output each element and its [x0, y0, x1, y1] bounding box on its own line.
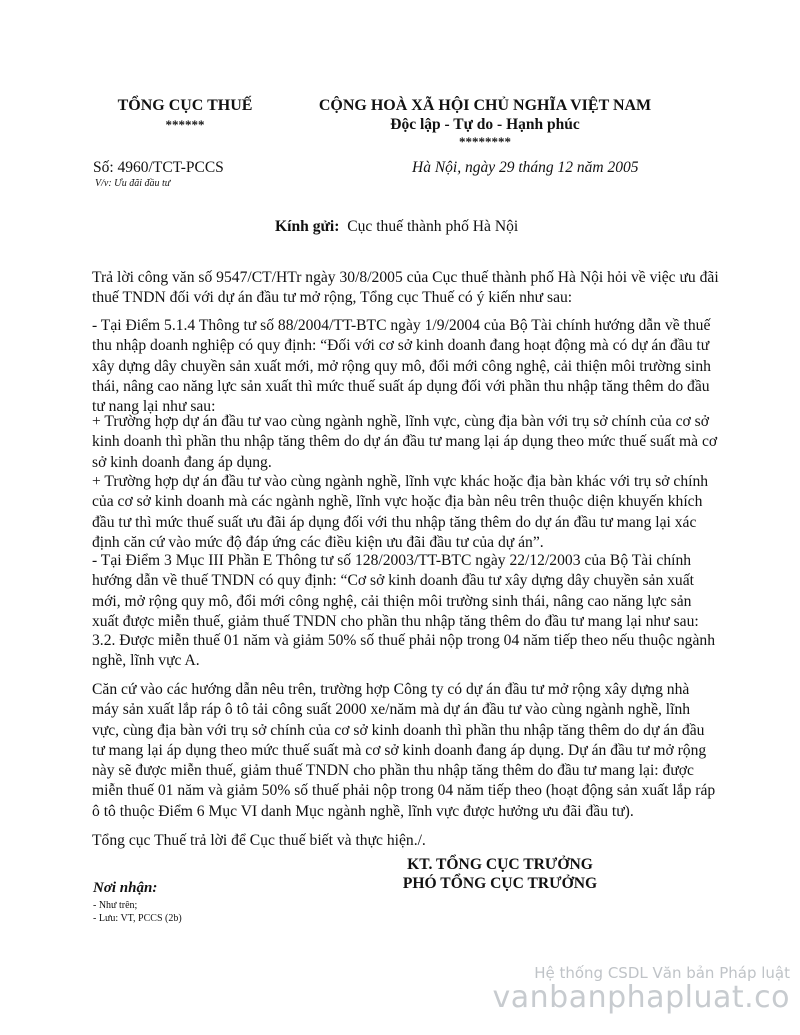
document-number: Số: 4960/TCT-PCCS: [93, 159, 224, 176]
national-title: CỘNG HOÀ XÃ HỘI CHỦ NGHĨA VIỆT NAM: [318, 97, 652, 114]
recipient-name: Cục thuế thành phố Hà Nội: [347, 218, 519, 235]
place-date: Hà Nội, ngày 29 tháng 12 năm 2005: [412, 159, 639, 176]
national-motto: Độc lập - Tự do - Hạnh phúc: [390, 116, 580, 133]
body-paragraph: - Tại Điểm 3 Mục III Phần E Thông tư số 128/2003/TT-BTC ngày 22/12/2003 của Bộ Tài chính hướng dẫn về thuế TNDN có quy định: “Cơ sở kinh doanh đầu tư xây dựng dây chuyền sản xuất mới, mở rộng quy mô, đổi mới công nghệ, cải thiện môi trường sinh thái, nâng cao năng lực sản xuất được miễn thuế, giảm thuế TNDN cho phần thu nhập tăng thêm do đầu tư mang lại như sau:: [92, 552, 699, 630]
motto-stars: ********: [459, 134, 511, 149]
body-paragraph: - Tại Điểm 5.1.4 Thông tư số 88/2004/TT-BTC ngày 1/9/2004 của Bộ Tài chính hướng dẫn về thuế thu nhập doanh nghiệp có quy định: “Đối với cơ sở kinh doanh đang hoạt động mà có dự án đầu tư xây dựng dây chuyền sản xuất mới, mở rộng quy mô, đổi mới công nghệ, cải thiện môi trường sinh thái, nâng cao năng lực sản xuất thì mức thuế suất áp dụng đối với phần thu nhập tăng thêm do đầu tư nang lại như sau:: [92, 317, 711, 416]
body-paragraph: Căn cứ vào các hướng dẫn nêu trên, trường hợp Công ty có dự án đầu tư mở rộng xây dựng nhà máy sản xuất lắp ráp ô tô tải công suất 2000 xe/năm mà dự án đầu tư vào cùng ngành nghề, lĩnh vực, cùng địa bàn với trụ sở chính của cơ sở kinh doanh thì phần thu nhập tăng thêm do dự án đầu tư mang lại áp dụng theo mức thuế suất mà cơ sở kinh doanh đang áp dụng. Dự án đầu tư mở rộng này sẽ được miễn thuế, giảm thuế TNDN cho phần thu nhập tăng thêm do đầu tư mang lại: được miễn thuế 01 năm và giảm 50% số thuế phải nộp trong 04 năm tiếp theo (hoạt động sản xuất lắp ráp ô tô thuộc Điểm 6 Mục VI danh Mục ngành nghề, lĩnh vực được hưởng ưu đãi đầu tư).: [92, 681, 716, 820]
body-paragraph: + Trường hợp dự án đầu tư vào cùng ngành nghề, lĩnh vực khác hoặc địa bàn khác với trụ sở chính của cơ sở kinh doanh mà các ngành nghề, lĩnh vực hoặc địa bàn nêu trên thuộc diện khuyến khích đầu tư thì mức thuế suất ưu đãi áp dụng đối với thu nhập tăng thêm do dự án đầu tư mang lại xác định căn cứ vào mức độ đáp ứng các điều kiện ưu đãi đầu tư của dự án”.: [92, 473, 709, 551]
signature-title: KT. TỔNG CỤC TRƯỞNG: [407, 856, 593, 873]
recipient-label: Kính gửi:: [275, 218, 340, 235]
body-paragraph: Tổng cục Thuế trả lời để Cục thuế biết và thực hiện./.: [92, 832, 426, 849]
signature-subtitle: PHÓ TỔNG CỤC TRƯỞNG: [402, 875, 598, 892]
recipient-line: [275, 218, 518, 236]
body-paragraph: + Trường hợp dự án đầu tư vao cùng ngành nghề, lĩnh vực, cùng địa bàn với trụ sở chính của cơ sở kinh doanh thì phần thu nhập tăng thêm do dự án đầu tư mang lại áp dụng theo mức thuế suất mà cơ sở kinh doanh đang áp dụng.: [92, 413, 718, 471]
agency-name: TỔNG CỤC THUẾ: [117, 97, 253, 114]
watermark-caption: Hệ thống CSDL Văn bản Pháp luật: [534, 964, 790, 982]
body-paragraph: Trả lời công văn số 9547/CT/HTr ngày 30/8/2005 của Cục thuế thành phố Hà Nội hỏi về việc ưu đãi thuế TNDN đối với dự án đầu tư mở rộng, Tổng cục Thuế có ý kiến như sau:: [92, 269, 719, 307]
body-paragraph: 3.2. Được miễn thuế 01 năm và giảm 50% số thuế phải nộp trong 04 năm tiếp theo nếu thuộc ngành nghề, lĩnh vực A.: [92, 632, 715, 670]
document-subject: V/v: Ưu đãi đầu tư: [95, 178, 171, 189]
recipients-item: - Như trên;: [93, 900, 138, 911]
agency-stars: ******: [165, 117, 205, 132]
watermark-site: vanbanphapluat.co: [492, 980, 790, 1015]
recipients-title: Nơi nhận:: [93, 880, 158, 896]
recipients-item: - Lưu: VT, PCCS (2b): [93, 913, 182, 924]
